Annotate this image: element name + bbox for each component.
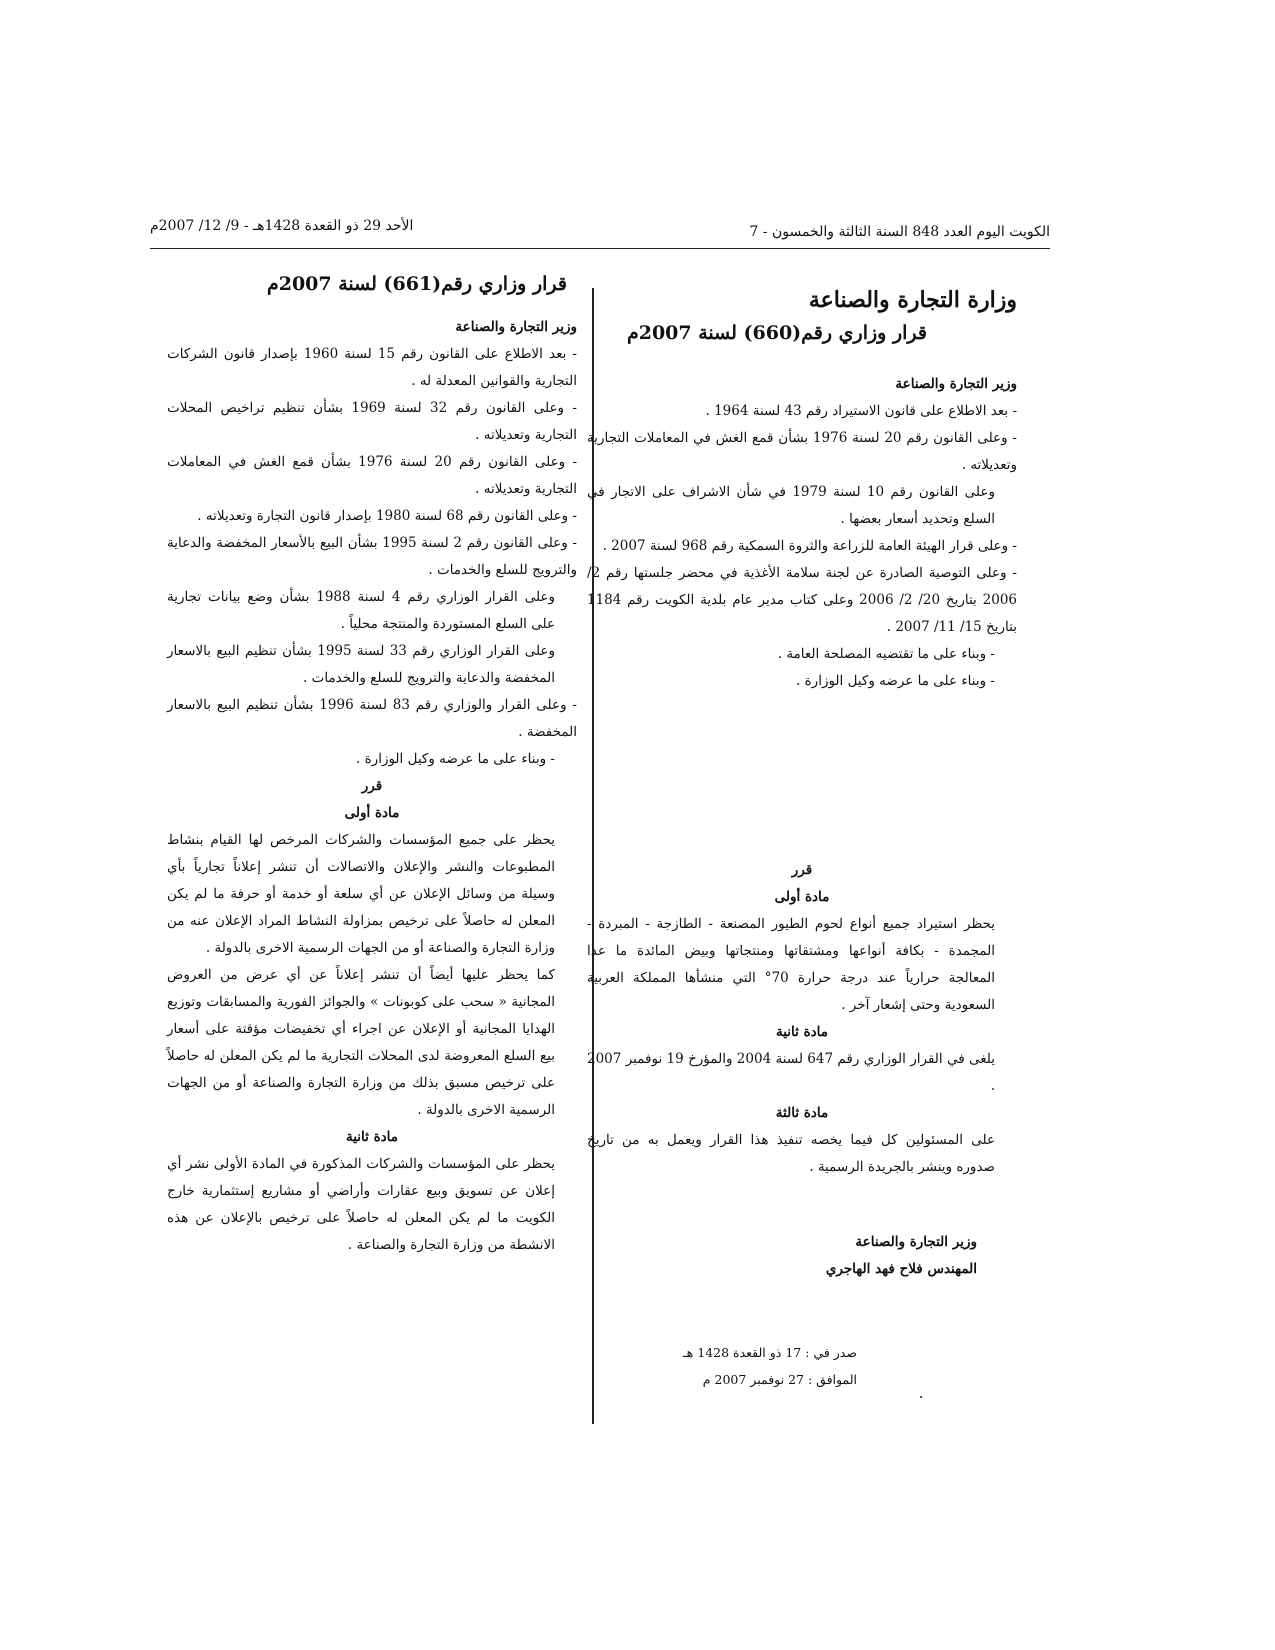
article-1-heading: مادة أولى [774,889,830,905]
page-header [150,218,1050,249]
article-2-text: يلغى في القرار الوزاري رقم 647 لسنة 2004 والمؤرخ 19 نوفمبر 2007 . [587,1051,995,1094]
decided-heading: قرر [361,778,383,794]
spacer [587,695,1017,857]
preamble-item: وعلى القرار الوزاري رقم 33 لسنة 1995 بشأن تنظيم البيع بالاسعار المخفضة والدعاية والترويج للسلع والخدمات . [167,643,555,686]
signature-title: وزير التجارة والصناعة [855,1234,977,1250]
header-date: الأحد 29 ذو القعدة 1428هـ - 9/ 12/ 2007م [150,218,414,234]
minister-heading: وزير التجارة والصناعة [455,319,577,335]
preamble-item: - وعلى القانون رقم 20 لسنة 1976 بشأن قمع الغش في المعاملات التجارية وتعديلاته . [587,430,1017,473]
decree-660-title: قرار وزاري رقم(660) لسنة 2007م [626,322,927,344]
issued-hijri-date: صدر في : 17 ذو القعدة 1428 هـ [683,1345,857,1360]
preamble-item: - بعد الاطلاع على قانون الاستيراد رقم 43 لسنة 1964 . [705,403,1017,419]
article-1-heading: مادة أولى [344,805,400,821]
signature-name: المهندس فلاح فهد الهاجري [825,1261,977,1277]
preamble-item: - وبناء على ما عرضه وكيل الوزارة . [796,673,995,689]
article-2-text: يحظر على المؤسسات والشركات المذكورة في المادة الأولى نشر أي إعلان عن تسويق وبيع عقارات وأراضي أو مشاريع إستثمارية خارج الكويت ما لم يكن المعلن له حاصلاً على ترخيص بالإعلان عن هذه الانشطة من وزارة التجارة والصناعة . [167,1156,555,1253]
article-2-heading: مادة ثانية [345,1129,399,1145]
preamble-item: - وبناء على ما عرضه وكيل الوزارة . [356,751,555,767]
preamble-item: - وعلى القانون رقم 68 لسنة 1980 بإصدار قانون التجارة وتعديلاته . [197,508,577,524]
article-2-heading: مادة ثانية [775,1024,829,1040]
decree-660-column [587,285,1017,1393]
scan-speck [920,1396,922,1398]
ministry-heading: وزارة التجارة والصناعة [808,287,1017,313]
preamble-item: - وعلى القانون رقم 20 لسنة 1976 بشأن قمع الغش في المعاملات التجارية وتعديلاته . [167,454,578,497]
preamble-item: وعلى القرار الوزاري رقم 4 لسنة 1988 بشأن وضع بيانات تجارية على السلع المستوردة والمنتجة محلياً . [167,589,555,632]
decree-661-column [167,268,577,1259]
preamble-item: - وعلى القانون رقم 2 لسنة 1995 بشأن البيع بالأسعار المخفضة والدعاية والترويج للسلع والخدمات . [167,535,577,578]
preamble-item: وعلى القانون رقم 10 لسنة 1979 في شأن الاشراف على الاتجار في السلع وتحديد أسعار بعضها . [587,484,995,527]
preamble-item: - وبناء على ما تقتضيه المصلحة العامة . [777,646,995,662]
decree-661-title: قرار وزاري رقم(661) لسنة 2007م [266,273,567,295]
preamble-item: - بعد الاطلاع على القانون رقم 15 لسنة 1960 بإصدار قانون الشركات التجارية والقوانين المعدلة له . [167,346,577,389]
article-3-heading: مادة ثالثة [775,1105,829,1121]
minister-heading: وزير التجارة والصناعة [895,376,1017,392]
article-3-text: على المسئولين كل فيما يخصه تنفيذ هذا القرار ويعمل به من تاريخ صدوره وينشر بالجريدة الرسمية . [587,1132,995,1175]
preamble-item: - وعلى قرار الهيئة العامة للزراعة والثروة السمكية رقم 968 لسنة 2007 . [602,538,1017,554]
header-issue-info: الكويت اليوم العدد 848 السنة الثالثة والخمسون - 7 [749,224,1050,240]
issued-gregorian-date: الموافق : 27 نوفمبر 2007 م [702,1372,857,1387]
preamble-item: - وعلى القانون رقم 32 لسنة 1969 بشأن تنظيم تراخيص المحلات التجارية وتعديلاته . [167,400,577,443]
article-1-text-2: كما يحظر عليها أيضاً أن تنشر إعلاناً عن أي عرض من العروض المجانية « سحب على كوبونات » والجوائز الفورية والمسابقات وتوزيع الهدايا المجانية أو الإعلان عن اجراء أي تخفيضات مؤقتة على أسعار بيع السلع المعروضة لدى المحلات التجارية ما لم يكن المعلن له حاصلاً على ترخيص مسبق بذلك من وزارة التجارة والصناعة أو من الجهات الرسمية الاخرى بالدولة . [167,967,555,1118]
article-1-text: يحظر على جميع المؤسسات والشركات المرخص لها القيام بنشاط المطبوعات والنشر والإعلان والاتصالات أن تنشر إعلاناً تجارياً بأي وسيلة من وسائل الإعلان عن أي سلعة أو خدمة أو حرفة ما لم يكن المعلن له حاصلاً على ترخيص بمزاولة النشاط المراد الإعلان عنه من وزارة التجارة والصناعة أو من الجهات الرسمية الاخرى بالدولة . [167,832,555,956]
preamble-item: - وعلى التوصية الصادرة عن لجنة سلامة الأغذية في محضر جلستها رقم 2/ 2006 بتاريخ 20/ 2/ 2006 وعلى كتاب مدير عام بلدية الكويت رقم 1184 بتاريخ 15/ 11/ 2007 . [587,565,1017,635]
preamble-item: - وعلى القرار والوزاري رقم 83 لسنة 1996 بشأن تنظيم البيع بالاسعار المخفضة . [167,697,577,740]
decided-heading: قرر [791,862,813,878]
article-1-text: يحظر استيراد جميع أنواع لحوم الطيور المصنعة - الطازجة - المبردة - المجمدة - بكافة أنواعها ومشتقاتها ومنتجاتها وبيض المائدة ما عدا المعالجة حرارياً عند درجة حرارة 70° التي منشأها المملكة العربية السعودية وحتى إشعار آخر . [587,916,995,1013]
